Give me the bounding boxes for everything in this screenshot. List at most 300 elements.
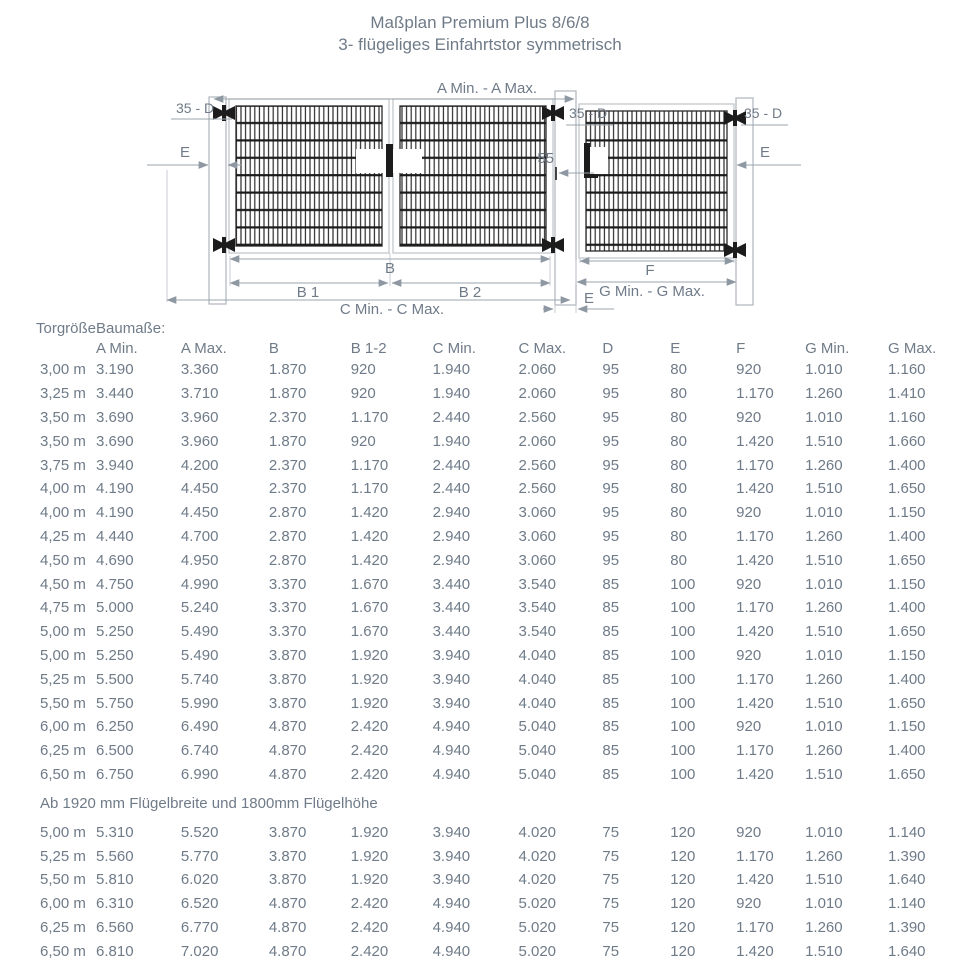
value-cell: 1.420 xyxy=(350,527,389,545)
empty-header xyxy=(36,338,96,358)
value-cell: 1.920 xyxy=(350,670,389,688)
value-cell: 3.940 xyxy=(432,847,471,865)
value-cell: 2.440 xyxy=(432,456,471,474)
value-cell: 5.770 xyxy=(180,847,219,865)
value-cell: 4.870 xyxy=(268,918,307,936)
table-row xyxy=(36,453,960,477)
value-cell: 2.370 xyxy=(268,408,307,426)
value-cell: 100 xyxy=(670,623,696,641)
value-cell: 2.420 xyxy=(350,942,389,960)
table-row xyxy=(36,548,960,572)
dim-label-b2: B 2 xyxy=(458,284,482,301)
torgroesse-cell: 3,75 m xyxy=(40,456,86,474)
value-cell: 6.560 xyxy=(96,918,134,936)
value-cell: 5.020 xyxy=(518,895,557,913)
value-cell: 4.440 xyxy=(96,527,134,545)
value-cell: 3.440 xyxy=(432,575,471,593)
dim-label-35d-middle: 35 - D xyxy=(569,105,608,121)
table-row xyxy=(36,644,960,668)
value-cell: 1.650 xyxy=(887,623,926,641)
value-cell: 1.150 xyxy=(887,504,926,522)
value-cell: 100 xyxy=(670,646,696,664)
value-cell: 4.940 xyxy=(432,895,471,913)
value-cell: 95 xyxy=(602,504,620,522)
value-cell: 1.390 xyxy=(887,847,926,865)
gate-diagram xyxy=(0,0,960,330)
value-cell: 1.920 xyxy=(350,823,389,841)
value-cell: 1.170 xyxy=(736,742,774,760)
title-line-2: 3- flügeliges Einfahrtstor symmetrisch xyxy=(338,35,622,54)
value-cell: 1.140 xyxy=(887,823,926,841)
value-cell: 100 xyxy=(670,694,696,712)
value-cell: 6.020 xyxy=(180,871,219,889)
value-cell: 1.010 xyxy=(805,504,843,522)
table-row xyxy=(36,844,960,868)
value-cell: 5.250 xyxy=(96,646,134,664)
value-cell: 1.160 xyxy=(887,361,926,379)
value-cell: 120 xyxy=(670,918,696,936)
table-row xyxy=(36,596,960,620)
value-cell: 1.420 xyxy=(736,871,774,889)
value-cell: 5.810 xyxy=(96,871,134,889)
value-cell: 3.940 xyxy=(432,823,471,841)
column-header: B xyxy=(268,339,279,357)
value-cell: 3.440 xyxy=(432,623,471,641)
value-cell: 7.020 xyxy=(180,942,219,960)
value-cell: 100 xyxy=(670,765,696,783)
value-cell: 1.150 xyxy=(887,718,926,736)
value-cell: 3.960 xyxy=(180,408,219,426)
dim-label-35d-right: 35 - D xyxy=(744,105,783,121)
dim-label-35d-left: 35 - D xyxy=(176,100,215,116)
torgroesse-cell: 4,00 m xyxy=(40,480,86,498)
value-cell: 1.170 xyxy=(736,385,774,403)
dim-label-e-right: E xyxy=(760,144,771,161)
table-row xyxy=(36,501,960,525)
value-cell: 4.190 xyxy=(96,504,134,522)
value-cell: 3.960 xyxy=(180,432,219,450)
value-cell: 5.040 xyxy=(518,742,557,760)
value-cell: 1.920 xyxy=(350,646,389,664)
value-cell: 1.010 xyxy=(805,408,843,426)
value-cell: 1.260 xyxy=(805,527,843,545)
value-cell: 5.040 xyxy=(518,718,557,736)
torgroesse-cell: 3,00 m xyxy=(40,361,86,379)
value-cell: 4.990 xyxy=(180,575,219,593)
value-cell: 920 xyxy=(736,646,762,664)
value-cell: 4.940 xyxy=(432,718,471,736)
value-cell: 6.990 xyxy=(180,765,219,783)
value-cell: 4.450 xyxy=(180,504,219,522)
value-cell: 6.250 xyxy=(96,718,134,736)
value-cell: 1.420 xyxy=(736,480,774,498)
value-cell: 1.510 xyxy=(805,623,843,641)
value-cell: 5.490 xyxy=(180,646,219,664)
table-row xyxy=(36,429,960,453)
value-cell: 120 xyxy=(670,847,696,865)
dim-label-f: F xyxy=(645,262,655,279)
value-cell: 1.420 xyxy=(736,942,774,960)
value-cell: 2.370 xyxy=(268,480,307,498)
value-cell: 3.940 xyxy=(432,646,471,664)
table-row xyxy=(36,715,960,739)
value-cell: 2.560 xyxy=(518,480,557,498)
value-cell: 1.420 xyxy=(736,432,774,450)
value-cell: 1.420 xyxy=(736,694,774,712)
value-cell: 4.870 xyxy=(268,718,307,736)
value-cell: 85 xyxy=(602,694,620,712)
value-cell: 1.170 xyxy=(736,670,774,688)
value-cell: 4.040 xyxy=(518,694,557,712)
value-cell: 920 xyxy=(736,504,762,522)
table-row xyxy=(36,358,960,382)
value-cell: 1.260 xyxy=(805,742,843,760)
torgroesse-cell: 4,75 m xyxy=(40,599,86,617)
value-cell: 6.520 xyxy=(180,895,219,913)
torgroesse-cell: 4,50 m xyxy=(40,575,86,593)
value-cell: 2.560 xyxy=(518,456,557,474)
value-cell: 1.010 xyxy=(805,823,843,841)
value-cell: 4.690 xyxy=(96,551,134,569)
value-cell: 3.370 xyxy=(268,599,307,617)
value-cell: 1.260 xyxy=(805,918,843,936)
value-cell: 4.040 xyxy=(518,646,557,664)
value-cell: 1.170 xyxy=(736,918,774,936)
value-cell: 2.420 xyxy=(350,718,389,736)
dim-label-55: 55 xyxy=(537,150,554,167)
value-cell: 4.450 xyxy=(180,480,219,498)
torgroesse-cell: 5,00 m xyxy=(40,646,86,664)
value-cell: 2.870 xyxy=(268,527,307,545)
value-cell: 80 xyxy=(670,551,687,569)
value-cell: 2.560 xyxy=(518,408,557,426)
value-cell: 80 xyxy=(670,385,687,403)
value-cell: 3.370 xyxy=(268,623,307,641)
value-cell: 2.870 xyxy=(268,504,307,522)
value-cell: 5.520 xyxy=(180,823,219,841)
value-cell: 4.190 xyxy=(96,480,134,498)
value-cell: 4.870 xyxy=(268,895,307,913)
gate-wing-2 xyxy=(393,99,553,253)
torgroesse-cell: 5,25 m xyxy=(40,670,86,688)
value-cell: 5.310 xyxy=(96,823,134,841)
value-cell: 85 xyxy=(602,765,620,783)
value-cell: 4.020 xyxy=(518,871,557,889)
value-cell: 4.950 xyxy=(180,551,219,569)
dim-label-b1: B 1 xyxy=(296,284,320,301)
value-cell: 1.670 xyxy=(350,599,389,617)
value-cell: 3.360 xyxy=(180,361,219,379)
value-cell: 2.420 xyxy=(350,895,389,913)
value-cell: 920 xyxy=(736,823,762,841)
value-cell: 4.020 xyxy=(518,823,557,841)
value-cell: 3.190 xyxy=(96,361,134,379)
value-cell: 1.940 xyxy=(432,385,471,403)
value-cell: 3.870 xyxy=(268,823,307,841)
value-cell: 920 xyxy=(736,408,762,426)
torgroesse-header: Torgröße xyxy=(36,319,97,337)
dim-label-e-bottom: E xyxy=(584,290,595,307)
value-cell: 1.400 xyxy=(887,456,926,474)
value-cell: 4.870 xyxy=(268,742,307,760)
value-cell: 1.650 xyxy=(887,694,926,712)
column-header-row xyxy=(36,338,960,358)
value-cell: 3.440 xyxy=(96,385,134,403)
gate-wing-3 xyxy=(579,104,734,258)
value-cell: 1.510 xyxy=(805,694,843,712)
value-cell: 1.260 xyxy=(805,670,843,688)
value-cell: 2.060 xyxy=(518,361,557,379)
value-cell: 920 xyxy=(736,895,762,913)
column-header: A Max. xyxy=(180,339,227,357)
middle-post xyxy=(555,91,576,305)
value-cell: 1.170 xyxy=(736,527,774,545)
value-cell: 3.940 xyxy=(432,694,471,712)
value-cell: 120 xyxy=(670,895,696,913)
value-cell: 120 xyxy=(670,942,696,960)
value-cell: 2.370 xyxy=(268,456,307,474)
value-cell: 80 xyxy=(670,432,687,450)
value-cell: 5.020 xyxy=(518,942,557,960)
value-cell: 920 xyxy=(350,385,376,403)
torgroesse-cell: 6,00 m xyxy=(40,895,86,913)
value-cell: 4.700 xyxy=(180,527,219,545)
value-cell: 5.490 xyxy=(180,623,219,641)
value-cell: 3.540 xyxy=(518,623,557,641)
torgroesse-cell: 4,25 m xyxy=(40,527,86,545)
column-header: B 1-2 xyxy=(350,339,387,357)
table-row xyxy=(36,572,960,596)
value-cell: 3.440 xyxy=(432,599,471,617)
value-cell: 1.160 xyxy=(887,408,926,426)
value-cell: 3.710 xyxy=(180,385,219,403)
value-cell: 85 xyxy=(602,718,620,736)
value-cell: 80 xyxy=(670,408,687,426)
torgroesse-cell: 6,00 m xyxy=(40,718,86,736)
value-cell: 95 xyxy=(602,551,620,569)
value-cell: 1.870 xyxy=(268,361,307,379)
value-cell: 1.920 xyxy=(350,694,389,712)
value-cell: 1.640 xyxy=(887,942,926,960)
value-cell: 100 xyxy=(670,575,696,593)
value-cell: 920 xyxy=(350,361,376,379)
value-cell: 2.440 xyxy=(432,480,471,498)
value-cell: 75 xyxy=(602,871,620,889)
value-cell: 95 xyxy=(602,361,620,379)
torgroesse-cell: 6,50 m xyxy=(40,942,86,960)
table-row xyxy=(36,739,960,763)
value-cell: 2.060 xyxy=(518,385,557,403)
value-cell: 75 xyxy=(602,895,620,913)
torgroesse-cell: 4,00 m xyxy=(40,504,86,522)
value-cell: 6.500 xyxy=(96,742,134,760)
torgroesse-cell: 5,00 m xyxy=(40,623,86,641)
value-cell: 1.640 xyxy=(887,871,926,889)
value-cell: 1.170 xyxy=(736,599,774,617)
value-cell: 6.490 xyxy=(180,718,219,736)
value-cell: 1.170 xyxy=(350,480,389,498)
value-cell: 1.170 xyxy=(736,847,774,865)
value-cell: 1.940 xyxy=(432,432,471,450)
value-cell: 4.940 xyxy=(432,765,471,783)
value-cell: 1.420 xyxy=(350,504,389,522)
value-cell: 3.870 xyxy=(268,646,307,664)
dimension-table xyxy=(36,318,960,963)
value-cell: 80 xyxy=(670,504,687,522)
table-row xyxy=(36,525,960,549)
value-cell: 85 xyxy=(602,575,620,593)
value-cell: 6.310 xyxy=(96,895,134,913)
value-cell: 6.750 xyxy=(96,765,134,783)
value-cell: 85 xyxy=(602,742,620,760)
value-cell: 3.060 xyxy=(518,551,557,569)
torgroesse-cell: 5,50 m xyxy=(40,871,86,889)
dim-label-c: C Min. - C Max. xyxy=(339,301,445,318)
value-cell: 100 xyxy=(670,670,696,688)
table-row xyxy=(36,763,960,787)
value-cell: 4.750 xyxy=(96,575,134,593)
value-cell: 6.810 xyxy=(96,942,134,960)
value-cell: 1.400 xyxy=(887,599,926,617)
value-cell: 3.370 xyxy=(268,575,307,593)
value-cell: 5.000 xyxy=(96,599,134,617)
torgroesse-cell: 5,50 m xyxy=(40,694,86,712)
value-cell: 1.010 xyxy=(805,646,843,664)
value-cell: 920 xyxy=(736,361,762,379)
value-cell: 80 xyxy=(670,361,687,379)
right-post xyxy=(736,98,753,305)
value-cell: 920 xyxy=(736,575,762,593)
value-cell: 5.240 xyxy=(180,599,219,617)
value-cell: 1.870 xyxy=(268,385,307,403)
value-cell: 85 xyxy=(602,670,620,688)
table-row xyxy=(36,382,960,406)
value-cell: 1.650 xyxy=(887,765,926,783)
value-cell: 1.170 xyxy=(736,456,774,474)
value-cell: 95 xyxy=(602,456,620,474)
value-cell: 4.020 xyxy=(518,847,557,865)
value-cell: 2.940 xyxy=(432,504,471,522)
value-cell: 95 xyxy=(602,385,620,403)
table-row xyxy=(36,620,960,644)
value-cell: 1.510 xyxy=(805,765,843,783)
value-cell: 5.500 xyxy=(96,670,134,688)
value-cell: 2.420 xyxy=(350,918,389,936)
value-cell: 100 xyxy=(670,599,696,617)
value-cell: 1.390 xyxy=(887,918,926,936)
value-cell: 1.260 xyxy=(805,385,843,403)
value-cell: 5.040 xyxy=(518,765,557,783)
value-cell: 2.440 xyxy=(432,408,471,426)
table-row xyxy=(36,916,960,940)
torgroesse-cell: 6,25 m xyxy=(40,918,86,936)
value-cell: 1.410 xyxy=(887,385,926,403)
value-cell: 1.260 xyxy=(805,456,843,474)
value-cell: 6.770 xyxy=(180,918,219,936)
value-cell: 85 xyxy=(602,646,620,664)
value-cell: 120 xyxy=(670,871,696,889)
value-cell: 85 xyxy=(602,599,620,617)
value-cell: 5.740 xyxy=(180,670,219,688)
value-cell: 2.870 xyxy=(268,551,307,569)
torgroesse-cell: 6,50 m xyxy=(40,765,86,783)
table-row xyxy=(36,939,960,963)
value-cell: 2.060 xyxy=(518,432,557,450)
value-cell: 5.250 xyxy=(96,623,134,641)
value-cell: 3.060 xyxy=(518,504,557,522)
value-cell: 100 xyxy=(670,742,696,760)
value-cell: 1.150 xyxy=(887,575,926,593)
value-cell: 4.940 xyxy=(432,918,471,936)
torgroesse-cell: 5,25 m xyxy=(40,847,86,865)
value-cell: 1.420 xyxy=(350,551,389,569)
column-header: D xyxy=(602,339,614,357)
value-cell: 1.510 xyxy=(805,432,843,450)
torgroesse-cell: 5,00 m xyxy=(40,823,86,841)
value-cell: 1.150 xyxy=(887,646,926,664)
value-cell: 4.870 xyxy=(268,942,307,960)
value-cell: 3.690 xyxy=(96,432,134,450)
column-header: C Min. xyxy=(432,339,476,357)
value-cell: 6.740 xyxy=(180,742,219,760)
column-header: G Min. xyxy=(805,339,850,357)
left-post xyxy=(209,97,226,304)
value-cell: 75 xyxy=(602,918,620,936)
value-cell: 1.170 xyxy=(350,408,389,426)
column-header: A Min. xyxy=(96,339,138,357)
value-cell: 1.650 xyxy=(887,551,926,569)
value-cell: 1.260 xyxy=(805,599,843,617)
value-cell: 2.940 xyxy=(432,527,471,545)
dim-label-a: A Min. - A Max. xyxy=(436,80,538,97)
value-cell: 3.870 xyxy=(268,694,307,712)
value-cell: 1.010 xyxy=(805,361,843,379)
value-cell: 95 xyxy=(602,432,620,450)
table-row xyxy=(36,691,960,715)
value-cell: 4.200 xyxy=(180,456,219,474)
value-cell: 1.510 xyxy=(805,871,843,889)
value-cell: 1.010 xyxy=(805,575,843,593)
value-cell: 1.010 xyxy=(805,718,843,736)
baumasse-header: Baumaße: xyxy=(96,319,166,337)
torgroesse-cell: 3,50 m xyxy=(40,432,86,450)
value-cell: 75 xyxy=(602,942,620,960)
value-cell: 3.060 xyxy=(518,527,557,545)
value-cell: 4.040 xyxy=(518,670,557,688)
value-cell: 5.020 xyxy=(518,918,557,936)
value-cell: 1.400 xyxy=(887,742,926,760)
gate-wing-1 xyxy=(229,99,389,253)
value-cell: 1.920 xyxy=(350,871,389,889)
value-cell: 95 xyxy=(602,527,620,545)
value-cell: 1.140 xyxy=(887,895,926,913)
column-header: E xyxy=(670,339,681,357)
dim-label-b: B xyxy=(384,260,396,277)
value-cell: 100 xyxy=(670,718,696,736)
section-note-row xyxy=(36,786,960,820)
value-cell: 920 xyxy=(350,432,376,450)
dim-label-g: G Min. - G Max. xyxy=(599,283,705,300)
value-cell: 3.690 xyxy=(96,408,134,426)
value-cell: 1.670 xyxy=(350,623,389,641)
value-cell: 1.510 xyxy=(805,942,843,960)
value-cell: 5.750 xyxy=(96,694,134,712)
table-row xyxy=(36,820,960,844)
value-cell: 80 xyxy=(670,527,687,545)
value-cell: 3.540 xyxy=(518,599,557,617)
column-header: G Max. xyxy=(887,339,937,357)
dim-label-e-left: E xyxy=(180,144,191,161)
